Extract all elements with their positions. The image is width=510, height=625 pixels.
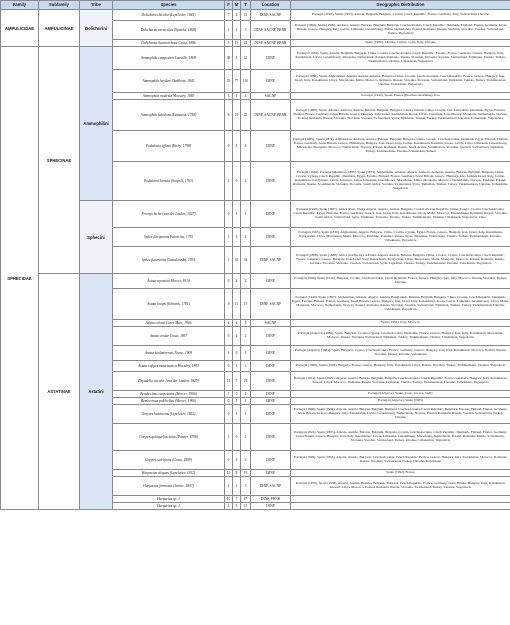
species-name: Ammophila modesta Mocsáry, 1883 <box>113 93 225 100</box>
header-location: Location <box>251 1 291 10</box>
count-female: 1 <box>225 346 233 361</box>
location-cell: DINP <box>251 131 291 162</box>
subfamily-cell: ASTATINAE <box>39 274 80 510</box>
count-male: 0 <box>233 162 241 201</box>
tribe-cell: Sphecini <box>80 201 113 274</box>
location-cell: DINP <box>251 346 291 361</box>
location-cell: DINP <box>251 162 291 201</box>
count-female: 5 <box>225 40 233 47</box>
count-male: 7 <box>233 372 241 391</box>
species-name: Dolichurus haemorrhous Costa, 1886 <box>113 40 225 47</box>
count-male: 1 <box>233 201 241 228</box>
count-total: 2 <box>241 162 251 201</box>
location-cell: DINP <box>251 361 291 372</box>
count-male: 3 <box>233 228 241 247</box>
count-male: 33 <box>233 247 241 274</box>
distribution-cell: Portugal (1940), Spain, France (Bouches-du-Rhône), Iran <box>291 93 510 100</box>
count-male: 11 <box>233 289 241 320</box>
location-cell: DINP <box>251 201 291 228</box>
distribution-cell: Portugal (1996), Spain (1910), Bulgaria, Croatia, Czechoslovakia, Czech Republic, France, Greece, Hungary, Iran, Italy, Morocco, Russia, Slovakia, Turkey, Ukraine <box>291 274 510 289</box>
count-male: 3 <box>233 451 241 470</box>
species-name: Harpactus sp. 1 <box>113 496 225 503</box>
header-distribution: Geographic Distribution <box>291 1 510 10</box>
distribution-cell: Portugal (1979), Spain (1959), Algeria, Austria, Belarus, Belgium, Bulgaria, Czech Republic, France, Germany, Great Britain, Hungary, Italy, Kazakhstan, Kuwait, Libya, Morocco, Poland, Romania, Russia, Slovakia, Switzerland, Turkey, Ukraine, Yugoslavia <box>291 477 510 496</box>
table-body <box>1 10 510 510</box>
distribution-cell: Portugal (1924), Spain (1895), Algeria, Austria, Belarus, Belgium, Bulgaria, Croatia, Czechoslovakia, Czech Republic, Denmark, Finland, France, Germany, Great Britain, Greece, Hungary, Iran, Italy, Kazakhstan, Latvia, Lithuania, Luxembourg, Macedonia, Netherlands, Poland, Romania, Russia, Scandinavia, Slovakia, Sweden, Switzerland, Turkey, Ukraine, Uzbekistan, Yugoslavia <box>291 424 510 451</box>
distribution-cell <box>291 496 510 503</box>
distribution-cell: Portugal (1904), Portugal (Madeira) (1883), Spain (1874), Afghanistan, Albania, Algeria, Andorra, Armenia, Austria, Belarus, Belgium, Bulgaria, China, Croatia, Cyprus, Czech Republic, Denmark, Egypt, Estonia, Finland, France, Germany, Great Britain, Greece, Hungary, Iran, Ireland, Israel, Italy, Jordan, Kazakhstan, Kyrgyzstan, Latvia, Lebanon, Libya, Lithuania, Luxembourg, Macedonia, Malta, Mongolia, Morocco, Netherlands, Norway, Pakistan, Poland, Romania, Russia, Scandinavia, Slovakia, Slovenia, South Africa, Sweden, Switzerland, Syria, Tajikistan, Tunisia, Turkey, Turkmenistan, Ukraine, Uzbekistan, Yugoslavia <box>291 162 510 201</box>
distribution-cell: Portugal (1994), Spain (1900), Andorra, Austria, Belarus, Belgium, Bulgaria, Czechoslovakia, Czech Republic, Denmark, England, France, Germany, Great Britain, Greece, Hungary, Italy, Latvia, Lithuania, Luxembourg, Malta, Netherlands, Poland, Romania, Russia, Sardinia, Slovakia, Sweden, Switzerland, Turkey, Yugoslavia <box>291 21 510 40</box>
table-row <box>1 10 510 21</box>
header-tribe: Tribe <box>80 1 113 10</box>
count-female: 2 <box>225 477 233 496</box>
count-total: 4 <box>241 131 251 162</box>
count-female: 1 <box>225 228 233 247</box>
species-name: Harpactus elegans (Lepeletier, 1832) <box>113 470 225 477</box>
count-male: 19 <box>233 100 241 131</box>
count-female: 4 <box>225 503 233 510</box>
species-name: Podalonia hirsuta (Scopoli, 1763) <box>113 162 225 201</box>
species-name: Astata apostata Mercet, 1910 <box>113 274 225 289</box>
species-name: Bembecinus pulchellus (Mercet, 1906) <box>113 398 225 405</box>
distribution-cell: Portugal (1886), Spain, Afghanistan, Algeria, Austria, Albania, Bulgaria, China, Croatia, Czechoslovakia, Czech Republic, France, Greece, Hungary, Iran, Israel, Italy, Kazakhstan, Libya, Macedonia, Malta, Morocco, Romania, Russia, Slovakia, Slovenia, Switzerland, Tajikistan, Tunisia, Turkey, Turkmenistan, Ukraine, Uzbekistan, Yugoslavia <box>291 70 510 93</box>
count-male: 0 <box>233 391 241 398</box>
species-name: Bembecinus carpetanus (Mercet, 1906) <box>113 391 225 398</box>
count-total: 17 <box>241 289 251 320</box>
count-total: 1 <box>241 398 251 405</box>
family-cell: SPHECIDAE <box>1 47 39 510</box>
distribution-cell: Portugal (1949), Spain (1897), Afghanistan, Albania, Algeria, Austria, Bangladesh, Belarus, Belgium, Bulgaria, China, Croatia, Czech Republic, Denmark, Egypt, Estonia, Finland, France, Germany, Great Britain, Greece, Hungary, Iran, Israel, Italy, Kazakhstan, Korea, Latvia, Lithuania, Luxembourg, Libya, Malta, Mongolia, Morocco, Netherlands, Norway, Poland, Romania, Russia, Slovakia, Sweden, Switzerland, Tajikistan, Tunisia, Turkey, Turkmenistan, Ukraine, Uzbekistan, Yugoslavia <box>291 289 510 320</box>
species-name: Prionyx kirbii (van der Linden, 1827) <box>113 201 225 228</box>
count-total: 8 <box>241 320 251 327</box>
count-total: 4 <box>241 228 251 247</box>
count-total: 4 <box>241 93 251 100</box>
location-cell: DINP, SACNP <box>251 477 291 496</box>
count-female: 14 <box>225 372 233 391</box>
distribution-cell: Portugal (1965), Spain (1830), Afghanistan, Algeria, Bulgaria, China, Croatia, Cyprus, Egypt, France, Greece, Hungary, Iran, Israel, Italy, Kazakhstan, Kyrgyzstan, Libya, Macedonia, Malta, Morocco, Palestine, Romania, Russia, Syria, Tajikistan, Transcaspia, Tunisia, Turkey, Turkmenistan, Ukraine, Uzbekistan, Yugoslavia <box>291 228 510 247</box>
count-total: 1 <box>241 361 251 372</box>
species-name: Gorytes sulcifrons (Costa, 1869) <box>113 451 225 470</box>
species-name: Astata kashmirensis Nurse, 1909 <box>113 346 225 361</box>
distribution-cell: Portugal (1906), Spain (1906), Bulgaria, France, Greece, Hungary, Italy, Kazakhstan, Libya, Russia, Slovakia, Turkey, Turkmenistan, Ukraine, Yugoslavia <box>291 361 510 372</box>
location-cell: DINP <box>251 274 291 289</box>
location-cell: SACNP <box>251 93 291 100</box>
count-male: 77 <box>233 70 241 93</box>
location-cell: DINP, SACNP, PBNR <box>251 40 291 47</box>
location-cell: DINP <box>251 70 291 93</box>
count-total: 25 <box>241 100 251 131</box>
distribution-cell: Portugal (Algarve), Spain (1905) <box>291 398 510 405</box>
count-female: 3 <box>225 21 233 40</box>
count-total: 5 <box>241 21 251 40</box>
header-subfamily: Subfamily <box>39 1 80 10</box>
distribution-cell: Portugal (1949), Spain (1895), Algeria, Austria, Bulgaria, Czechoslovakia, Czech Republic, France, Greece, Hungary, Italy, Kazakhstan, Morocco, Romania, Russia, Slovakia, Switzerland, Turkey, Ukraine, Uzbekistan <box>291 451 510 470</box>
count-female: 1 <box>225 424 233 451</box>
location-cell: DINP <box>251 372 291 391</box>
header-f: F <box>225 1 233 10</box>
header-row <box>1 1 510 10</box>
distribution-cell: Portugal (2002), Spain (1993), Austria, Belgium, Bulgaria, Croatia, Czech Republic, France, Germany, Italy, Switzerland, Ukraine <box>291 10 510 21</box>
distribution-cell: Portugal (Algarve) (1984), Spain, Bulgaria, Cyprus, Czechoslovakia, France, Germany, Greece, Hungary, Iran, Italy, Kazakhstan, Morocco, Poland, Russia, Slovakia, Turkey, Ukraine, Uzbekistan <box>291 346 510 361</box>
distribution-cell: Portugal (1898), Spain (1888), Africa (northwest), Albania, Algeria, Austria, Belarus, Bulgaria, China, Croatia, Cyprus, Czechoslovakia, Czech Republic, France, Germany, Greece, Hungary, Iran, Israel, Italy, Kazakhstan, Kyrgyzstan, Libya, Macedonia, Malta, Mongolia, Morocco, Poland, Romania, Russia, Sardinia, Slovakia, Slovenia, Sweden, Switzerland, Syria, Tajikistan, Tunisia, Turkey, Turkmenistan, Ukraine, Uzbekistan, Yugoslavia <box>291 247 510 274</box>
count-total: 19 <box>241 470 251 477</box>
location-cell: DINP, PBNR <box>251 496 291 503</box>
species-name: Harpactus formosus (Jurine, 1807) <box>113 477 225 496</box>
species-name: Sphex funerarius Gussakovskij, 1934 <box>113 247 225 274</box>
subfamily-cell: SPHECINAE <box>39 47 80 274</box>
count-female: 6 <box>225 100 233 131</box>
tribe-cell: Ammophilini <box>80 47 113 201</box>
location-cell: DINP <box>251 470 291 477</box>
distribution-cell: Portugal (1896), Spain (1902), Algeria, Austria, Belarus, Belgium, Bulgaria, Czechoslovakia, Czech Republic, Denmark, Estonia, Finland, France, Germany, Great Britain, Greece, Hungary, Italy, Kazakhstan, Latvia, Luxembourg, Netherlands, Norway, Poland, Romania, Russia, Sweden, Switzerland, Turkey, Ukraine <box>291 405 510 424</box>
distribution-cell: Spain (1962), Italy, Morocco <box>291 320 510 327</box>
count-male: 19 <box>233 40 241 47</box>
species-name: Astata cobosi Giner Marí, 1946 <box>113 320 225 327</box>
count-total: 1 <box>241 346 251 361</box>
species-name: Harpactus sp. 2 <box>113 503 225 510</box>
count-total: 110 <box>241 70 251 93</box>
count-total: 1 <box>241 391 251 398</box>
subfamily-cell: AMPULICINAE <box>39 10 80 47</box>
count-male: 1 <box>233 361 241 372</box>
species-name: Gorytes quinquefasciatus (Panzer, 1798) <box>113 424 225 451</box>
count-female: 0 <box>225 398 233 405</box>
location-cell: DINP <box>251 398 291 405</box>
distribution-cell: Portugal (1965), Spain (1874), Afghanistan, Andorra, Austria, Belarus, Belgium, Bulgaria, China, Croatia, Czechoslovakia, Denmark, Egypt, Estonia, Finland, France, Germany, Great Britain, Greece, Himalayas, Hungary, Iran, Israel, Italy, Jordan, Kazakhstan, Kashmir, Korea, Latvia, Libya, Lithuania, Luxembourg, Macedonia, Mongolia, Morocco, Netherlands, Norway, Poland, Romania, Russia, Saudi Arabia, Scandinavia, Slovakia, Sweden, Switzerland, Tajikistan, Turkey, Turkmenistan, Ukraine, Uzbekistan, Yemen <box>291 131 510 162</box>
count-total: 21 <box>241 372 251 391</box>
count-female: 1 <box>225 247 233 274</box>
species-name: Astata boops (Schrank, 1781) <box>113 289 225 320</box>
count-male: 2 <box>233 274 241 289</box>
count-male: 2 <box>233 21 241 40</box>
species-name: Sphex flavipennis Fabricius, 1793 <box>113 228 225 247</box>
count-female: 2 <box>225 162 233 201</box>
header-m: M <box>233 1 241 10</box>
table-row <box>1 274 510 289</box>
location-cell: DINP <box>251 451 291 470</box>
species-name: Podalonia affinis (Kirby, 1798) <box>113 131 225 162</box>
count-total: 42 <box>241 47 251 70</box>
location-cell: DINP, SACNP, PBNR <box>251 100 291 131</box>
count-total: 5 <box>241 477 251 496</box>
location-cell: DINP, SACNP <box>251 289 291 320</box>
count-female: 33 <box>225 70 233 93</box>
count-male: 1 <box>233 93 241 100</box>
location-cell: DINP <box>251 228 291 247</box>
count-female: 10 <box>225 496 233 503</box>
count-female: 11 <box>225 470 233 477</box>
table-row <box>1 47 510 70</box>
family-cell: AMPULICIDAE <box>1 10 39 47</box>
count-female: 0 <box>225 327 233 346</box>
count-total: 2 <box>241 274 251 289</box>
count-female: 0 <box>225 361 233 372</box>
location-cell: DINP, SACNP <box>251 247 291 274</box>
count-male: 0 <box>233 346 241 361</box>
count-male: 1 <box>233 398 241 405</box>
count-total: 2 <box>241 327 251 346</box>
count-total: 1 <box>241 424 251 451</box>
species-name: Gorytes laticinctus (Lepeletier, 1832) <box>113 405 225 424</box>
count-female: 3 <box>225 93 233 100</box>
distribution-cell: Spain (1992), France <box>291 470 510 477</box>
location-cell: DINP, SACNP, PBNR <box>251 21 291 40</box>
count-male: 0 <box>233 424 241 451</box>
species-name: Ammophila heydeni Dahlbom, 1845 <box>113 70 225 93</box>
distribution-cell: Spain (1982), Albania, Cyprus, Crete, Italy, Ukraine <box>291 40 510 47</box>
count-female: 0 <box>225 201 233 228</box>
distribution-cell: Portugal (1949), Spain (1827), Africa (East, West), Algeria, Angola, Austria, Bulgaria, Central African Republic, China, Congo, Croatia, Czechoslovakia, Czech Republic, Egypt, Ethiopia, France, Germany, Greece, Iran, Israel, Italy, Kazakhstan, Libya, Malta, Morocco, Mozambique, Romania, Russia, Slovakia, South Africa, Switzerland, Syria, Tajikistan, Tanzania, Tunisia, Turkey, Turkmenistan, Ukraine, Uzbekistan, Yugoslavia, Zaire <box>291 201 510 228</box>
tribe-cell: Astatini <box>80 274 113 510</box>
count-total: 1 <box>241 201 251 228</box>
count-male: 4 <box>233 10 241 21</box>
distribution-cell: Portugal (1898), Spain, Albania, Andorra, Austria, Belarus, Belgium, Bulgaria, Canary Islands, China, Croatia, Czech Republic, Denmark, Egypt, Estonia, Finland, France, Germany, Great Britain, Greece, Hungary, Italy, Israel, Kazakhstan, Korea, Latvia, Lithuania, Luxembourg, Mongolia, Netherlands, Norway, Poland, Romania, Russia, Slovakia, Slovenia, Sweden, Switzerland, Syria, Tajikistan, Tunisia, Turkey, Turkmenistan, Ukraine, Uzbekistan, Yugoslavia <box>291 100 510 131</box>
species-name: Astata costae Costa, 1867 <box>113 327 225 346</box>
distribution-cell: Portugal (Algarve) (1984), Spain, Bulgaria, Croatia, Cyprus, Czechoslovakia, Dushanbe, France, Greece, Hungary, Iran, Italy, Kazakhstan, Macedonia, Morocco, Russia, Slovakia, Switzerland, Tajikistan, Turkey, Turkmenistan, Ukraine, Uzbekistan, Yugoslavia <box>291 327 510 346</box>
count-female: 6 <box>225 289 233 320</box>
header-species: Species <box>113 1 225 10</box>
location-cell: DINP <box>251 47 291 70</box>
species-name: Ammophila sabulosa (Linnaeus, 1758) <box>113 100 225 131</box>
count-female: 38 <box>225 47 233 70</box>
count-male: 9 <box>233 503 241 510</box>
distribution-cell: Portugal (1994), Spain, Austria, Belgium, Bulgaria, China, Croatia, Czechoslovakia, Czech Republic, Estonia, France, Germany, Greece, Hungary, Italy, Kazakhstan, Latvia, Luxembourg, Mongolia, Netherlands, Poland, Romania, Russia, Slovakia, Slovenia, Sweden, Switzerland, Tajikistan, Tunisia, Turkey, Turkmenistan, Ukraine, Uzbekistan, Yugoslavia <box>291 47 510 70</box>
count-male: 4 <box>233 47 241 70</box>
location-cell: DINP <box>251 503 291 510</box>
count-male: 4 <box>233 320 241 327</box>
distribution-cell: Portugal (1951), Spain (1829), Algeria, Austria, Belarus, Belgium, Bulgaria, Czechoslovakia, Czech Republic, France, Germany, Hungary, Italy, Kazakhstan, Kuwait, Libya, Morocco, Romania, Russia, Slovakia, Tajikistan, Tunisia, Turkey, Turkmenistan, Ukraine, Uzbekistan, Yugoslavia <box>291 372 510 391</box>
count-total: 3 <box>241 451 251 470</box>
count-male: 3 <box>233 477 241 496</box>
distribution-cell <box>291 503 510 510</box>
location-cell: DINP <box>251 424 291 451</box>
location-cell: DINP <box>251 391 291 398</box>
species-name: Dolichurus bicolor (Lepeletier, 1845) <box>113 10 225 21</box>
count-total: 11 <box>241 10 251 21</box>
count-male: 8 <box>233 470 241 477</box>
count-female: 1 <box>225 391 233 398</box>
location-cell: DINP <box>251 405 291 424</box>
species-name: Astata rufipes mauritanica Mocsáry, 1883 <box>113 361 225 372</box>
location-cell: DINP, SACNP <box>251 10 291 21</box>
count-female: 7 <box>225 10 233 21</box>
species-name: Dolichurus corniculus (Spinola, 1808) <box>113 21 225 40</box>
count-total: 13 <box>241 503 251 510</box>
count-female: 0 <box>225 131 233 162</box>
count-total: 24 <box>241 40 251 47</box>
count-total: 1 <box>241 405 251 424</box>
tribe-cell: Dolichurini <box>80 10 113 47</box>
count-female: 0 <box>225 451 233 470</box>
header-t: T <box>241 1 251 10</box>
count-female: 0 <box>225 274 233 289</box>
count-total: 17 <box>241 496 251 503</box>
count-male: 2 <box>233 327 241 346</box>
species-name: Dryudella tricolor (van der Linden, 1829) <box>113 372 225 391</box>
location-cell: DINP <box>251 327 291 346</box>
count-male: 1 <box>233 405 241 424</box>
count-female: 0 <box>225 405 233 424</box>
distribution-cell: Portugal (Algarve), Spain, Crete, Greece, Sicily <box>291 391 510 398</box>
count-total: 34 <box>241 247 251 274</box>
species-name: Ammophila campestris Latreille, 1809 <box>113 47 225 70</box>
count-male: 4 <box>233 131 241 162</box>
location-cell: SACNP <box>251 320 291 327</box>
count-male: 7 <box>233 496 241 503</box>
header-family: Family <box>1 1 39 10</box>
count-female: 4 <box>225 320 233 327</box>
